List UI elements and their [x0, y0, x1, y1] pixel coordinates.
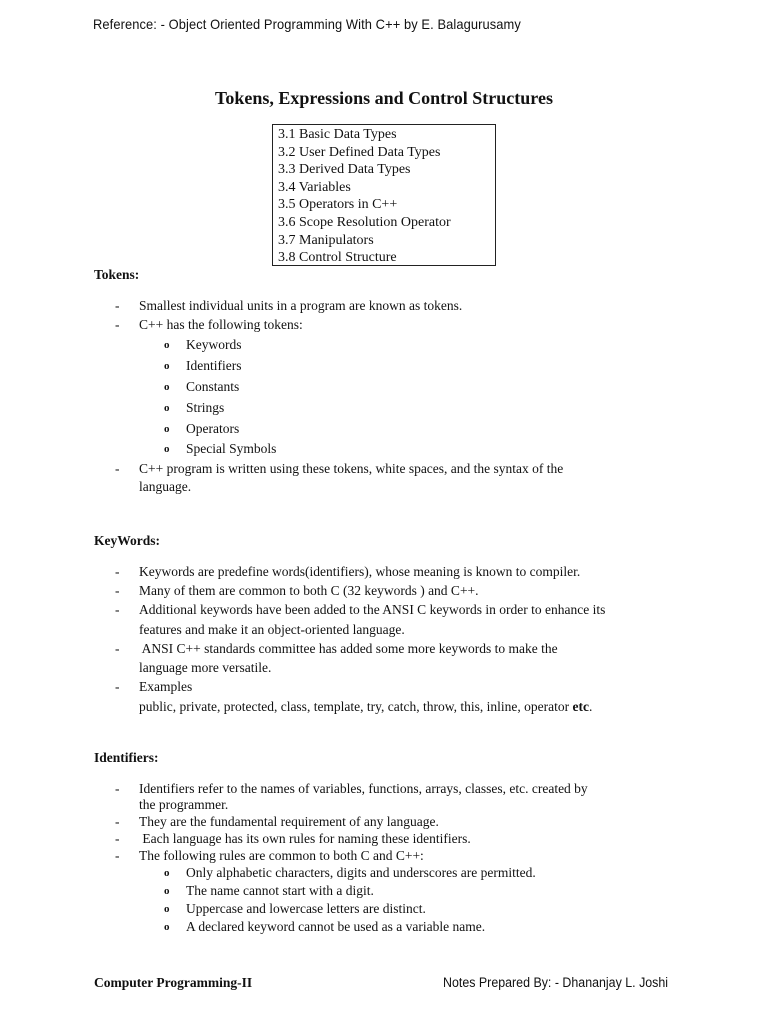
list-item-text: Examples	[139, 679, 193, 694]
sub-bullet-o: o	[164, 360, 170, 372]
toc-item: 3.1 Basic Data Types	[278, 127, 397, 142]
dash-bullet: -	[115, 848, 120, 863]
keyword-examples-text: public, private, protected, class, template, try, catch, throw, this, inline, operator	[139, 699, 573, 714]
dash-bullet: -	[115, 679, 120, 694]
list-item-text: Smallest individual units in a program are known as tokens.	[139, 298, 463, 313]
toc-item: 3.7 Manipulators	[278, 232, 374, 248]
list-item-text: They are the fundamental requirement of any language.	[139, 814, 439, 829]
sub-list-item-text: Strings	[186, 400, 225, 415]
sub-list-item-text: Constants	[186, 379, 240, 394]
keyword-examples-line	[139, 699, 679, 715]
dash-bullet: -	[115, 564, 120, 579]
section-heading-keywords: KeyWords:	[94, 533, 160, 548]
sub-bullet-o: o	[164, 339, 170, 351]
reference-line: Reference: - Object Oriented Programming With C++ by E. Balagurusamy	[93, 16, 521, 32]
sub-list-item-text: Only alphabetic characters, digits and underscores are permitted.	[186, 865, 536, 880]
sub-list-item-text: The name cannot start with a digit.	[186, 883, 374, 898]
toc-item: 3.8 Control Structure	[278, 250, 397, 266]
dash-bullet: -	[115, 298, 120, 313]
sub-bullet-o: o	[164, 867, 170, 879]
sub-bullet-o: o	[164, 423, 170, 435]
dash-bullet: -	[115, 583, 120, 598]
toc-item: 3.2 User Defined Data Types	[278, 144, 441, 160]
dash-bullet: -	[115, 641, 120, 656]
sub-list-item-text: Identifiers	[186, 358, 242, 373]
table-of-contents	[272, 124, 496, 266]
list-item-text: Additional keywords have been added to the ANSI C keywords in order to enhance its	[139, 602, 606, 617]
sub-bullet-o: o	[164, 443, 170, 455]
toc-item: 3.5 Operators in C++	[278, 197, 398, 213]
footer-author: Notes Prepared By: - Dhananjay L. Joshi	[443, 975, 669, 990]
sub-list-item-text: Operators	[186, 421, 240, 436]
section-heading-identifiers: Identifiers:	[94, 750, 159, 765]
toc-item: 3.6 Scope Resolution Operator	[278, 214, 451, 230]
sub-bullet-o: o	[164, 402, 170, 414]
keyword-examples-end: .	[588, 699, 593, 714]
sub-bullet-o: o	[164, 921, 170, 933]
list-item-text: features and make it an object-oriented language.	[139, 622, 405, 637]
dash-bullet: -	[115, 814, 120, 829]
section-heading-tokens: Tokens:	[94, 267, 140, 282]
list-item-text: The following rules are common to both C and C++:	[139, 848, 424, 863]
dash-bullet: -	[115, 317, 120, 332]
list-item-text: C++ program is written using these tokens, white spaces, and the syntax of the	[139, 461, 564, 476]
page-title: Tokens, Expressions and Control Structures	[215, 88, 553, 108]
dash-bullet: -	[115, 831, 120, 846]
list-item-text: ANSI C++ standards committee has added some more keywords to make the	[139, 641, 558, 656]
keyword-examples-etc: etc	[572, 699, 589, 714]
list-item-text: Keywords are predefine words(identifiers), whose meaning is known to compiler.	[139, 564, 581, 579]
list-item-text: C++ has the following tokens:	[139, 317, 303, 332]
footer-course-name: Computer Programming-II	[94, 975, 253, 990]
sub-list-item-text: A declared keyword cannot be used as a variable name.	[186, 919, 486, 934]
toc-item: 3.3 Derived Data Types	[278, 162, 411, 178]
sub-bullet-o: o	[164, 885, 170, 897]
sub-list-item-text: Uppercase and lowercase letters are distinct.	[186, 901, 426, 916]
list-item-text: Each language has its own rules for naming these identifiers.	[139, 831, 471, 846]
sub-bullet-o: o	[164, 903, 170, 915]
list-item-text: Identifiers refer to the names of variables, functions, arrays, classes, etc. created by	[139, 781, 588, 796]
list-item-text: the programmer.	[139, 797, 229, 812]
dash-bullet: -	[115, 461, 120, 476]
dash-bullet: -	[115, 602, 120, 617]
sub-list-item-text: Keywords	[186, 337, 242, 352]
list-item-text: language more versatile.	[139, 660, 272, 675]
sub-bullet-o: o	[164, 381, 170, 393]
dash-bullet: -	[115, 781, 120, 796]
list-item-text: Many of them are common to both C (32 keywords ) and C++.	[139, 583, 479, 598]
toc-item: 3.4 Variables	[278, 179, 351, 195]
list-item-text: language.	[139, 479, 192, 494]
sub-list-item-text: Special Symbols	[186, 441, 277, 456]
